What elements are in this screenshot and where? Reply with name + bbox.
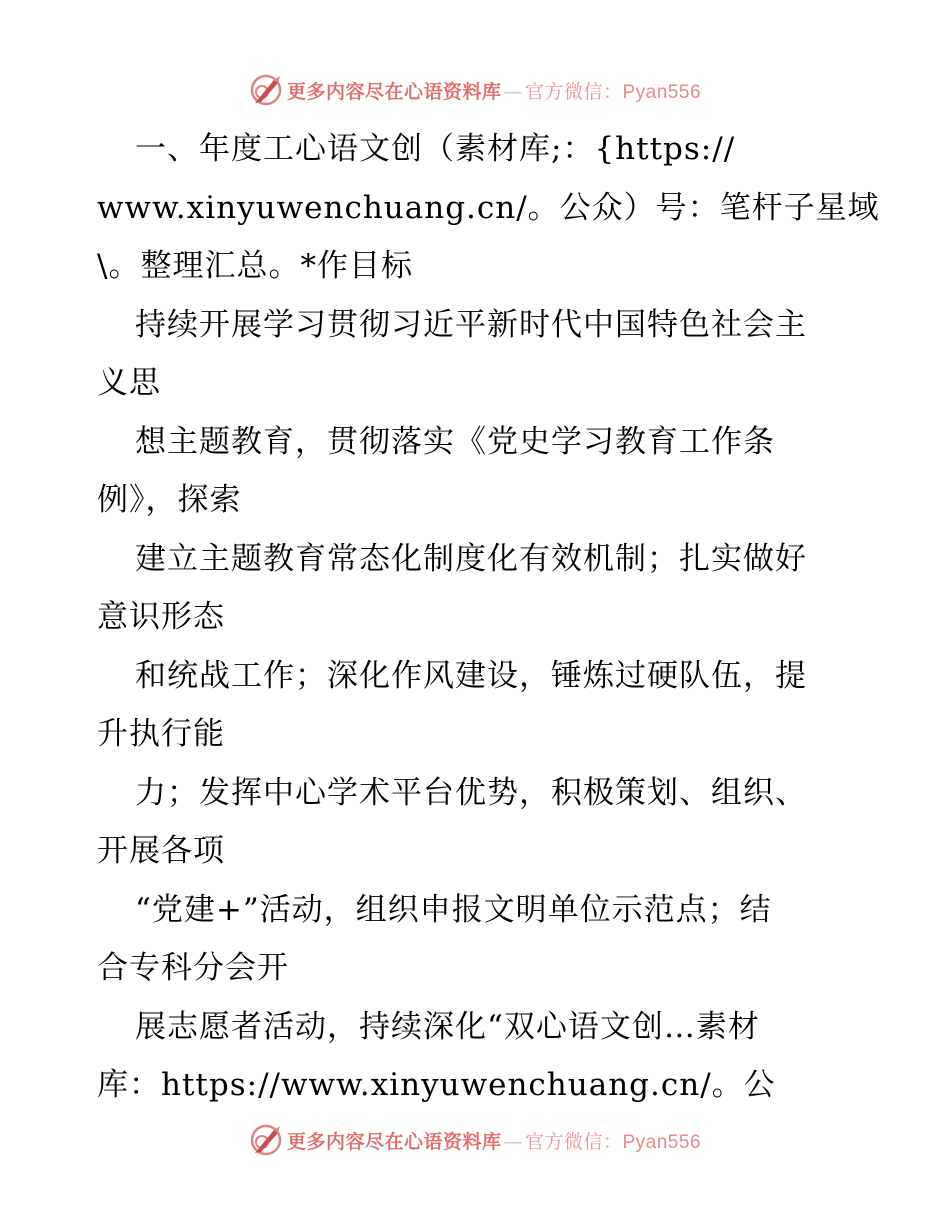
text-line: 库：https://www.xinyuwenchuang.cn/。公	[97, 1067, 776, 1103]
document-body	[97, 120, 880, 1115]
text-line: 和统战工作；深化作风建设，锤炼过硬队伍，提	[135, 657, 807, 694]
text-line: 开展各项	[97, 833, 225, 869]
text-line: 力；发挥中心学术平台优势，积极策划、组织、	[135, 774, 807, 811]
watermark-handle: Pyan556	[622, 1131, 702, 1153]
text-line: 例》，探索	[97, 482, 242, 518]
quill-logo-icon	[249, 73, 283, 107]
text-line: 合专科分会开	[97, 950, 289, 986]
watermark-official-label: 官方微信：	[524, 1130, 623, 1153]
text-line: 意识形态	[97, 599, 225, 635]
text-line: www.xinyuwenchuang.cn/。公众）号：笔杆子星域	[97, 189, 880, 226]
text-line: 义思	[97, 365, 161, 401]
text-line: 持续开展学习贯彻习近平新时代中国特色社会主	[135, 306, 807, 343]
text-line: “党建+”活动，组织申报文明单位示范点；结	[135, 891, 772, 928]
text-line: \。整理汇总。*作目标	[97, 248, 413, 284]
watermark-brand: 更多内容尽在心语资料库	[286, 80, 502, 103]
watermark-handle: Pyan556	[622, 81, 702, 103]
watermark-brand: 更多内容尽在心语资料库	[286, 1130, 502, 1153]
text-line: 建立主题教育常态化制度化有效机制；扎实做好	[135, 540, 807, 577]
text-line: 想主题教育，贯彻落实《党史学习教育工作条	[135, 423, 775, 460]
text-line: 展志愿者活动，持续深化“双心语文创…素材	[135, 1008, 760, 1045]
watermark-official-label: 官方微信：	[524, 80, 623, 103]
watermark-separator: —	[503, 80, 523, 103]
text-line: 一、年度工心语文创（素材库;：{https://	[135, 131, 736, 167]
watermark-separator: —	[503, 1130, 523, 1153]
header-watermark	[0, 70, 950, 110]
text-line: 升执行能	[97, 716, 225, 752]
footer-watermark	[0, 1120, 950, 1160]
quill-logo-icon	[249, 1123, 283, 1157]
